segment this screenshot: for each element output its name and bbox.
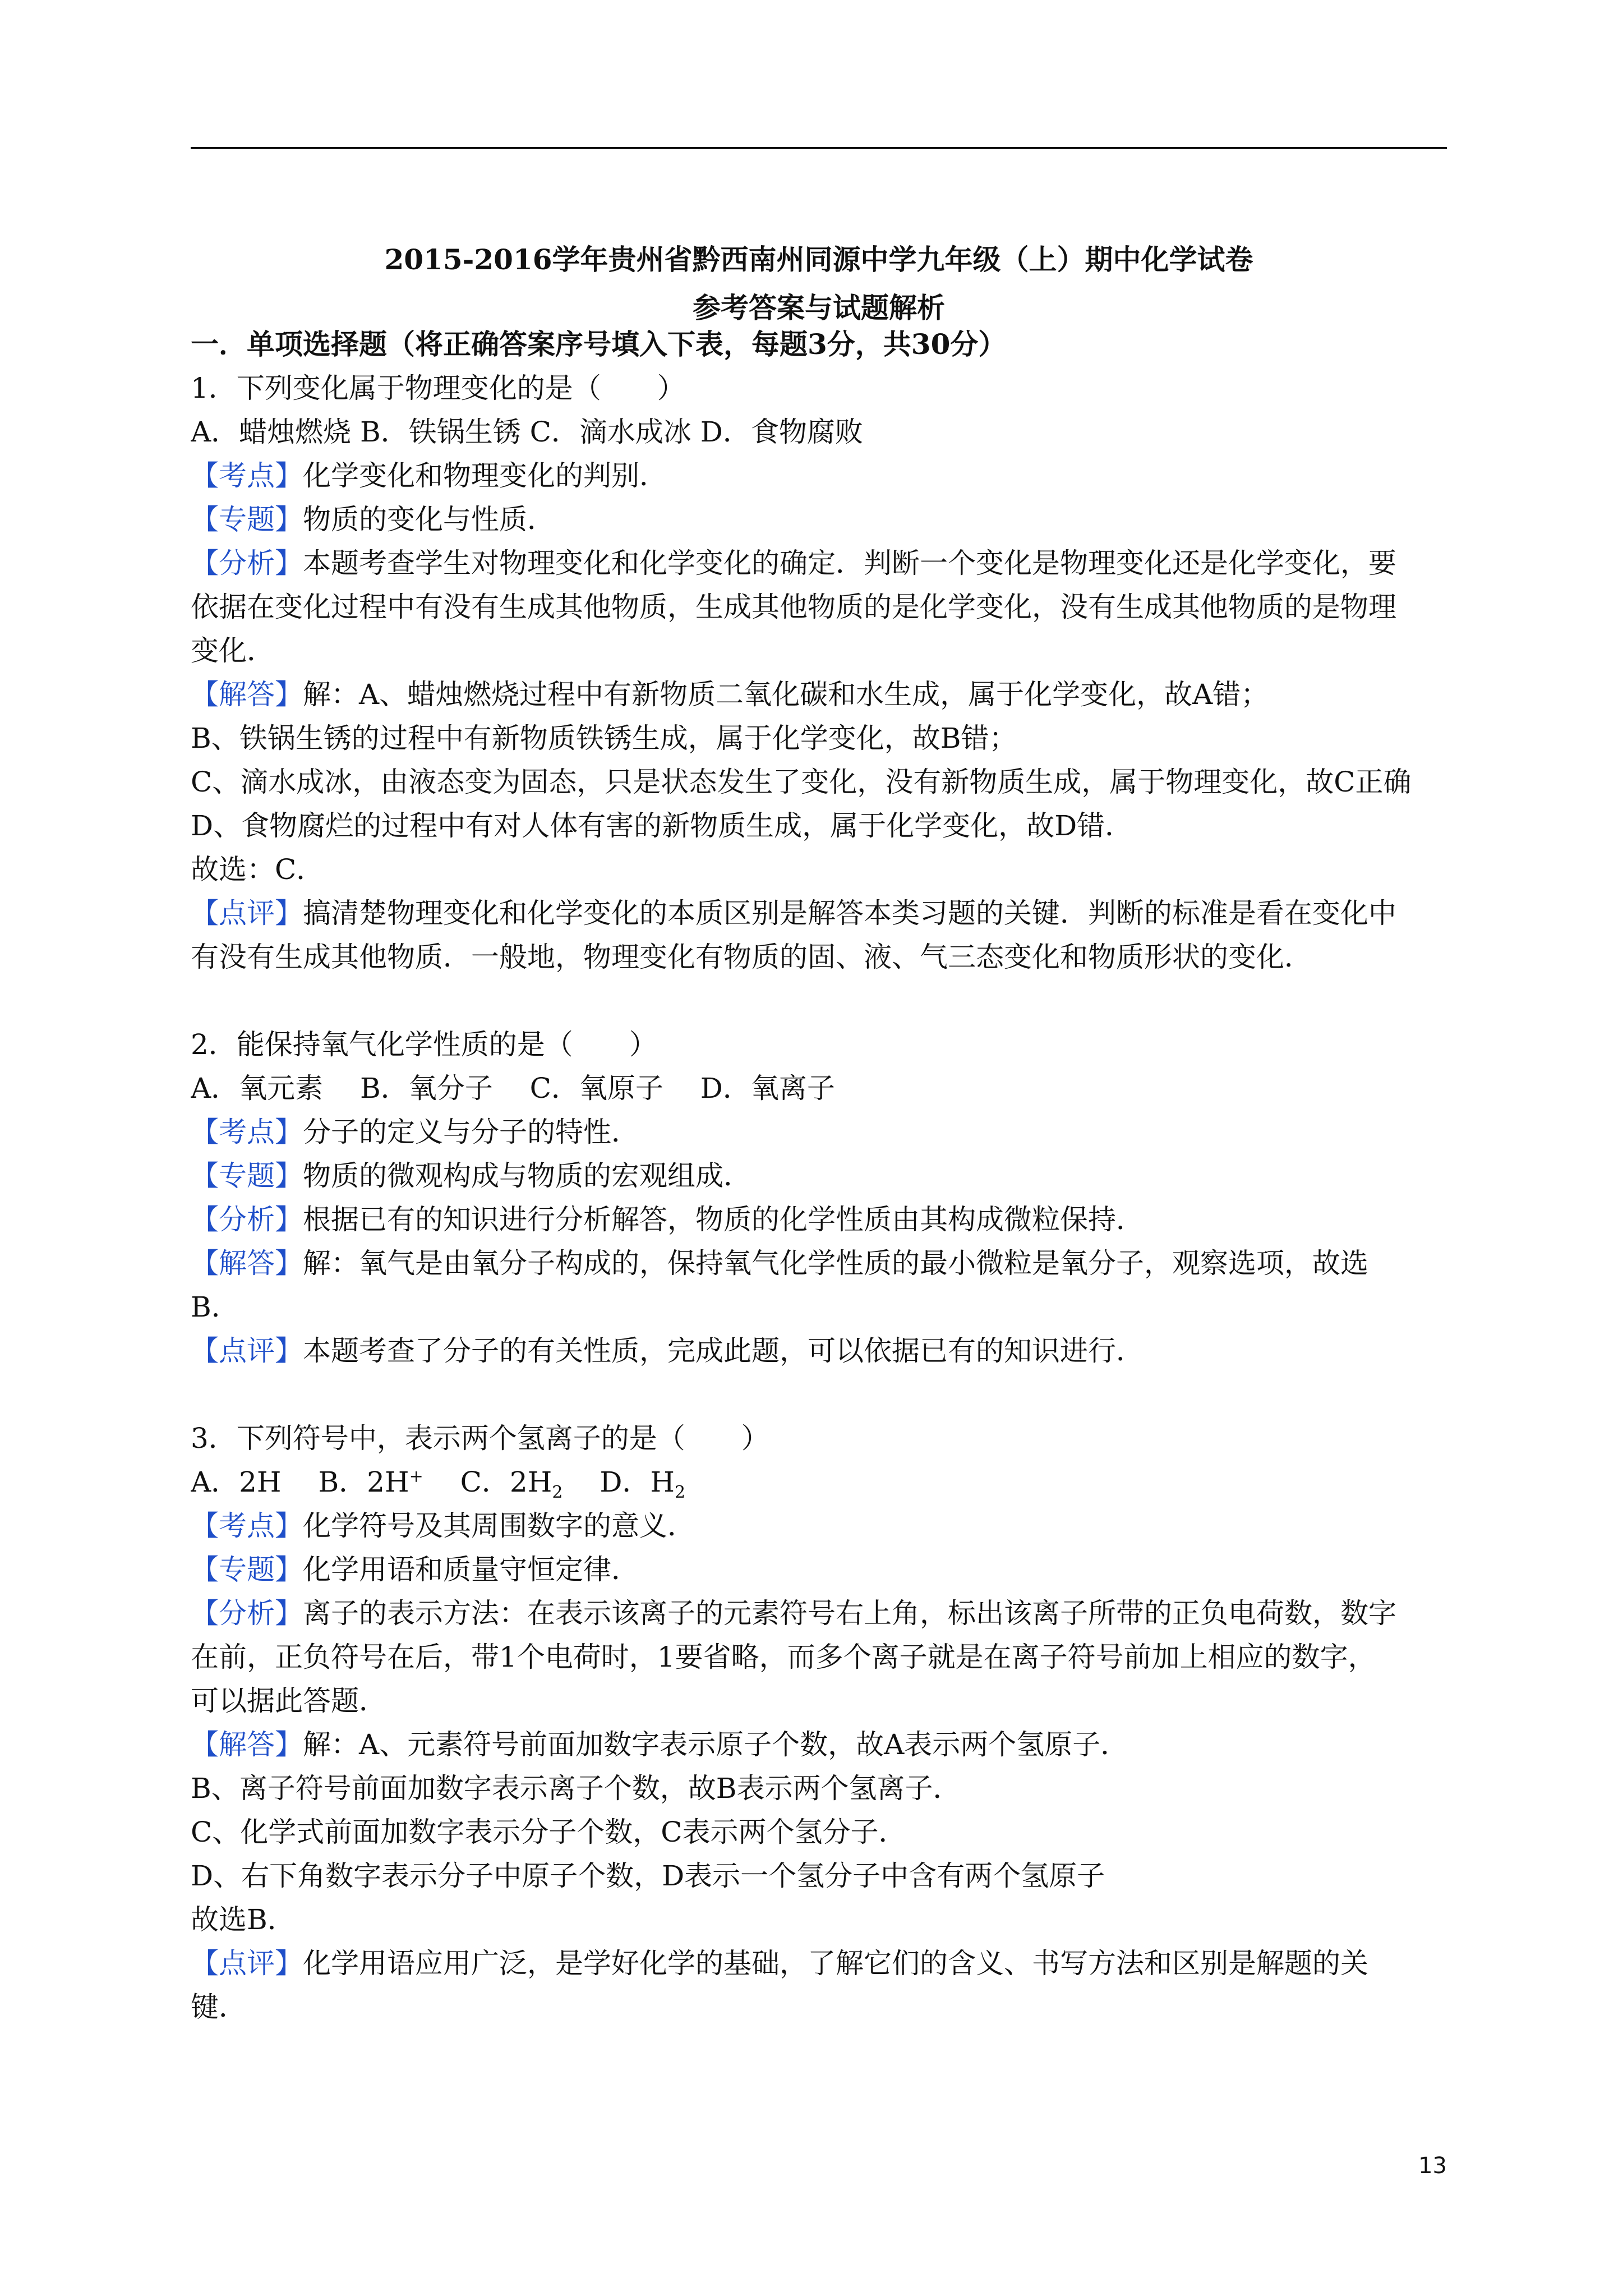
option-d-subscript: 2 [675, 1483, 686, 1502]
zhuanti-text: 化学用语和质量守恒定律． [303, 1553, 639, 1586]
jieda-tag: 【解答】 [191, 1728, 303, 1761]
spacer [191, 979, 1447, 1023]
kaodian-text: 化学变化和物理变化的判别． [303, 459, 667, 492]
fenxi-line [191, 1198, 1447, 1241]
question-1 [191, 366, 1447, 979]
document-title [191, 236, 1447, 332]
question-options: A．氧元素 B．氧分子 C．氧原子 D．氧离子 [191, 1072, 835, 1105]
dianping-tag: 【点评】 [191, 1947, 303, 1980]
fenxi-continuation: 可以据此答题． [191, 1685, 387, 1717]
dianping-continuation: 键． [191, 1991, 247, 2023]
question-options [191, 1460, 1447, 1504]
question-2 [191, 1023, 1447, 1373]
dianping-text: 本题考查了分子的有关性质，完成此题，可以依据已有的知识进行． [303, 1335, 1144, 1367]
jieda-continuation: C、化学式前面加数字表示分子个数，C表示两个氢分子． [191, 1816, 907, 1848]
fenxi-continuation: 在前，正负符号在后，带1个电荷时，1要省略，而多个离子就是在离子符号前加上相应的数字， [191, 1641, 1376, 1673]
fenxi-text: 离子的表示方法：在表示该离子的元素符号右上角，标出该离子所带的正负电荷数，数字 [303, 1597, 1396, 1630]
jieda-continuation: D、食物腐烂的过程中有对人体有害的新物质生成，属于化学变化，故D错． [191, 809, 1133, 842]
fenxi-text: 本题考查学生对物理变化和化学变化的确定．判断一个变化是物理变化还是化学变化，要 [303, 547, 1396, 579]
dianping-text: 化学用语应用广泛，是学好化学的基础，了解它们的含义、书写方法和区别是解题的关 [303, 1947, 1368, 1980]
page-number: 13 [1418, 2153, 1447, 2179]
question-3 [191, 1416, 1447, 2029]
jieda-continuation: 故选B． [191, 1903, 296, 1936]
fenxi-text: 根据已有的知识进行分析解答，物质的化学性质由其构成微粒保持． [303, 1203, 1144, 1236]
kaodian-line [191, 1110, 1447, 1154]
header-rule [191, 147, 1447, 149]
fenxi-tag: 【分析】 [191, 1203, 303, 1236]
kaodian-tag: 【考点】 [191, 1510, 303, 1542]
jieda-text: 解：氧气是由氧分子构成的，保持氧气化学性质的最小微粒是氧分子，观察选项，故选 [303, 1247, 1368, 1280]
jieda-text: 解：A、蜡烛燃烧过程中有新物质二氧化碳和水生成，属于化学变化，故A错； [303, 678, 1269, 711]
dianping-tag: 【点评】 [191, 1335, 303, 1367]
kaodian-text: 化学符号及其周围数字的意义． [303, 1510, 695, 1542]
jieda-text: 解：A、元素符号前面加数字表示原子个数，故A表示两个氢原子． [303, 1728, 1129, 1761]
dianping-text: 搞清楚物理变化和化学变化的本质区别是解答本类习题的关键．判断的标准是看在变化中 [303, 897, 1396, 930]
fenxi-continuation: 依据在变化过程中有没有生成其他物质，生成其他物质的是化学变化，没有生成其他物质的是物理 [191, 591, 1396, 623]
fenxi-continuation: 变化． [191, 634, 275, 667]
zhuanti-line [191, 498, 1447, 541]
jieda-tag: 【解答】 [191, 1247, 303, 1280]
dianping-continuation: 有没有生成其他物质．一般地，物理变化有物质的固、液、气三态变化和物质形状的变化． [191, 941, 1312, 973]
dianping-line [191, 891, 1447, 935]
option-a: A．2H [191, 1466, 282, 1498]
jieda-tag: 【解答】 [191, 678, 303, 711]
option-b: B．2H [318, 1466, 409, 1498]
kaodian-line [191, 1504, 1447, 1548]
fenxi-line [191, 541, 1447, 585]
option-b-superscript: + [409, 1466, 423, 1487]
fenxi-tag: 【分析】 [191, 547, 303, 579]
kaodian-text: 分子的定义与分子的特性． [303, 1116, 639, 1148]
option-c: C．2H [460, 1466, 552, 1498]
zhuanti-text: 物质的微观构成与物质的宏观组成． [303, 1159, 751, 1192]
question-stem: 3．下列符号中，表示两个氢离子的是（ ） [191, 1422, 769, 1455]
kaodian-tag: 【考点】 [191, 1116, 303, 1148]
section-heading: 一．单项选择题（将正确答案序号填入下表，每题3分，共30分） [191, 328, 1007, 361]
option-d: D．H [600, 1466, 675, 1498]
dianping-line [191, 1329, 1447, 1373]
zhuanti-text: 物质的变化与性质． [303, 503, 555, 536]
document-body [191, 323, 1447, 2029]
jieda-line [191, 1241, 1447, 1285]
question-stem: 2．能保持氧气化学性质的是（ ） [191, 1028, 657, 1061]
zhuanti-tag: 【专题】 [191, 1159, 303, 1192]
zhuanti-tag: 【专题】 [191, 503, 303, 536]
jieda-continuation: C、滴水成冰，由液态变为固态，只是状态发生了变化，没有新物质生成，属于物理变化，故C正确 [191, 766, 1412, 798]
title-line-1: 2015-2016学年贵州省黔西南州同源中学九年级（上）期中化学试卷 [384, 243, 1253, 276]
jieda-continuation: 故选：C． [191, 853, 325, 886]
jieda-line [191, 1723, 1447, 1766]
jieda-line [191, 673, 1447, 716]
title-line-2: 参考答案与试题解析 [693, 291, 945, 324]
fenxi-tag: 【分析】 [191, 1597, 303, 1630]
jieda-continuation: B、离子符号前面加数字表示离子个数，故B表示两个氢离子． [191, 1772, 961, 1805]
dianping-tag: 【点评】 [191, 897, 303, 930]
kaodian-tag: 【考点】 [191, 459, 303, 492]
question-options: A．蜡烛燃烧 B．铁锅生锈 C．滴水成冰 D．食物腐败 [191, 416, 863, 448]
option-c-subscript: 2 [552, 1483, 563, 1502]
zhuanti-line [191, 1154, 1447, 1198]
zhuanti-tag: 【专题】 [191, 1553, 303, 1586]
dianping-line [191, 1941, 1447, 1985]
jieda-continuation: D、右下角数字表示分子中原子个数，D表示一个氢分子中含有两个氢原子 [191, 1860, 1105, 1892]
question-stem: 1．下列变化属于物理变化的是（ ） [191, 372, 685, 404]
fenxi-line [191, 1591, 1447, 1635]
kaodian-line [191, 454, 1447, 498]
jieda-continuation: B． [191, 1291, 239, 1323]
jieda-continuation: B、铁锅生锈的过程中有新物质铁锈生成，属于化学变化，故B错； [191, 722, 1017, 754]
spacer [191, 1373, 1447, 1416]
zhuanti-line [191, 1548, 1447, 1591]
